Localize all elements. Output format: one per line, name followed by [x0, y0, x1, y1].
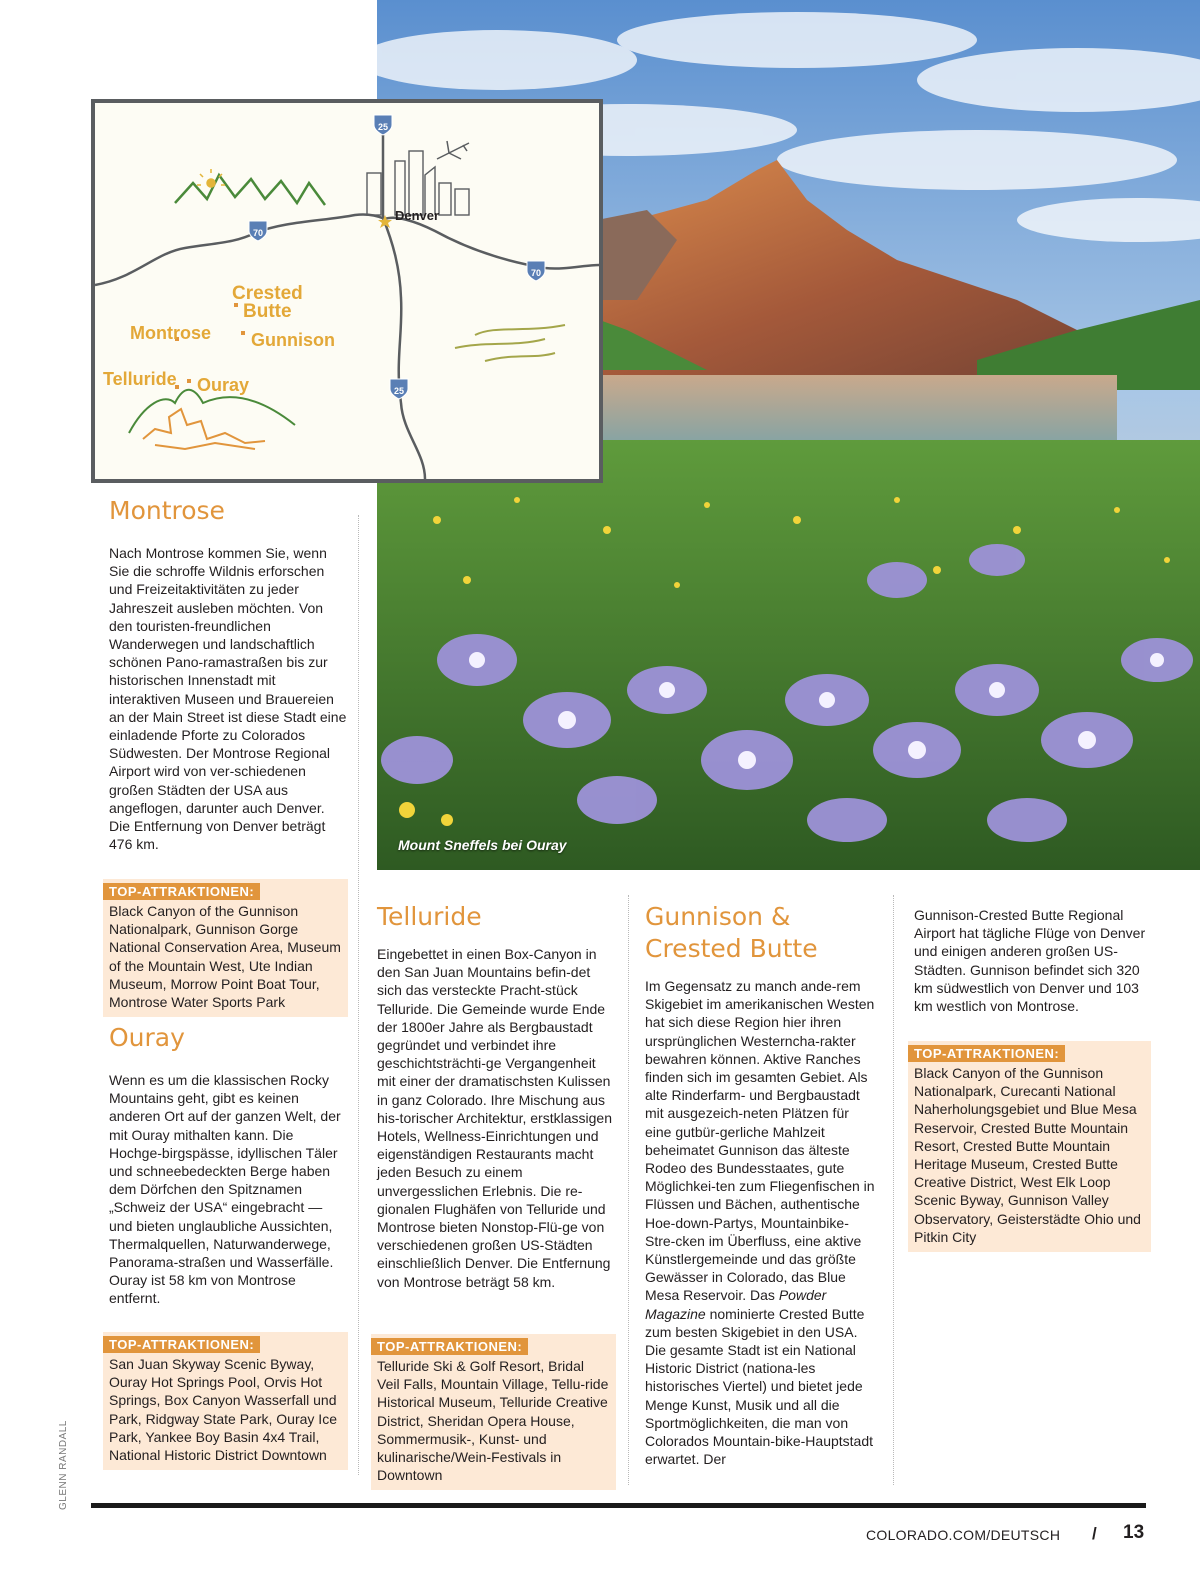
svg-text:25: 25 — [393, 386, 405, 396]
i70-shield-west — [249, 221, 267, 241]
gunnison-body — [645, 977, 877, 1468]
page-number: 13 — [1123, 1522, 1145, 1543]
footer-separator: / — [1092, 1524, 1097, 1543]
airplane-icon — [437, 141, 469, 159]
map-label-montrose: Montrose — [130, 323, 211, 343]
telluride-attractions-box — [371, 1334, 616, 1490]
gunnison-attractions-text: Black Canyon of the Gunnison Nationalpark, Curecanti National Naherholungsgebiet und Blue Mesa Reservoir, Crested Butte Mountain Resort, Crested Butte Mountain Heritage Museum, Crested Butte Creative District, West Elk Loop Scenic Byway, Gunnison Valley Observatory, Geisterstädte Ohio und Pitkin City — [914, 1065, 1141, 1245]
ouray-attractions-box — [103, 1332, 348, 1470]
map-label-gunnison: Gunnison — [251, 330, 335, 350]
map-label-ouray: Ouray — [197, 375, 250, 395]
canyon-icon — [129, 390, 295, 449]
footer-rule — [91, 1503, 1146, 1508]
gunnison-heading-line1: Gunnison & — [645, 902, 791, 931]
i70-shield-east — [527, 261, 545, 281]
plains-icon — [455, 325, 565, 361]
gunnison-body-part2: nominierte Crested Butte zum besten Skigebiet in den USA. Die gesamte Stadt ist ein National Historic District (nationa-les historisches Viertel) und bietet jede Menge Kunst, Musik und all die Sportmöglichkeiten, die man von Colorados Mountain-bike-Hauptstadt erwartet. Der — [645, 1305, 874, 1468]
gunnison-body-continued: Gunnison-Crested Butte Regional Airport hat tägliche Flüge von Denver und einigen anderen großen US-Städten. Gunnison befindet sich 320 km südwestlich von Denver und 103 km westlich von Montrose. — [914, 907, 1146, 1015]
map-label-crested: Crested — [232, 283, 303, 304]
montrose-attractions-label: TOP-ATTRAKTIONEN: — [103, 883, 260, 900]
montrose-attractions-text: Black Canyon of the Gunnison Nationalpark, Gunnison Gorge National Conservation Area, Museum of the Mountain West, Ute Indian Museum, Morrow Point Boat Tour, Montrose Water Sports Park — [109, 903, 341, 1011]
column-divider-3 — [893, 895, 894, 1485]
ouray-attractions-text: San Juan Skyway Scenic Byway, Ouray Hot Springs Pool, Orvis Hot Springs, Box Canyon Wasserfall und Park, Ridgway State Park, Ouray Ice Park, Yankee Boy Basin 4x4 Trail, National Historic District Downtown — [109, 1356, 337, 1464]
map-drawing — [95, 103, 599, 479]
montrose-attractions-box — [103, 879, 348, 1017]
region-map — [91, 99, 603, 483]
gunnison-heading-line2: Crested Butte — [645, 934, 818, 963]
svg-text:25: 25 — [377, 122, 389, 132]
map-label-butte: Butte — [243, 301, 292, 322]
montrose-heading: Montrose — [109, 496, 225, 525]
column-divider-1 — [358, 515, 359, 1475]
svg-text:70: 70 — [530, 268, 542, 278]
ouray-heading: Ouray — [109, 1023, 185, 1052]
ouray-attractions-label: TOP-ATTRAKTIONEN: — [103, 1336, 260, 1353]
ouray-body: Wenn es um die klassischen Rocky Mountains geht, gibt es keinen anderen Ort auf der ganzen Welt, der mit Ouray mithalten kann. Die Hochge-birgspässe, idyllischen Täler und schneebedeckten Berge haben dem Dörfchen den Spitznamen „Schweiz der USA“ eingebracht — und bieten unglaubliche Aussichten, Thermalquellen, Naturwanderwege, Panorama-straßen und Wasserfälle. Ouray ist 58 km von Montrose entfernt. — [109, 1072, 341, 1307]
gunnison-attractions-box — [908, 1041, 1151, 1252]
montrose-body: Nach Montrose kommen Sie, wenn Sie die schroffe Wildnis erforschen und Freizeitaktivitäten zu jeder Jahreszeit ausleben möchten. Von den touristen-freundlichen Wanderwegen und landschaftlich schönen Pano-ramastraßen bis zur historischen Innenstadt mit interaktiven Museen und Brauereien an der Main Street ist diese Stadt eine einladende Pforte zu Colorados Südwesten. Der Montrose Regional Airport wird von ver-schiedenen großen Städten der USA aus angeflogen, darunter auch Denver. Die Entfernung von Denver beträgt 476 km. — [109, 545, 347, 853]
telluride-body: Eingebettet in einen Box-Canyon in den San Juan Mountains befin-det sich das versteckte Pracht-stück Telluride. Die Gemeinde wurde Ende der 1800er Jahre als Bergbaustadt gegründet und verbindet ihre geschichtsträchti-ge Vergangenheit mit einer der dramatischsten Kulissen in ganz Colorado. Ihre Mischung aus his-torischer Architektur, erstklassigen Hotels, Wellness-Einrichtungen und eigenständigen Restaurants macht jeden Besuch zu einem unvergesslichen Erlebnis. Die re-gionalen Flughäfen von Telluride und Montrose bieten Nonstop-Flü-ge von verschiedenen großen US-Städten einschließlich Denver. Die Entfernung von Montrose beträgt 58 km. — [377, 946, 612, 1290]
mountains-icon — [175, 175, 325, 205]
highway-i70-line — [95, 214, 599, 285]
photo-credit: GLENN RANDALL — [58, 1420, 69, 1510]
map-label-denver: Denver — [395, 208, 440, 223]
highway-i25-line — [383, 123, 425, 479]
footer-website-link[interactable]: COLORADO.COM/DEUTSCH — [866, 1527, 1061, 1543]
gunnison-body-part1: Im Gegensatz zu manch ande-rem Skigebiet im amerikanischen Westen hat sich diese Region hier ihren ursprünglichen Westerncha-rakter bewahren können. Aktive Ranches finden sich im gesamten Gebiet. Als alte Rinderfarm- und Bergbaustadt mit ausgezeich-neten Plätzen für eine gutbür-gerliche Mahlzeit beheimatet Gunnison das älteste Rodeo des Bundesstaates, gute Möglichkei-ten zum Fliegenfischen in Flüssen und Bächen, authentische Hoe-down-Partys, Mountainbike-Stre-cken im Überfluss, eine aktive Künstlergemeinde und das größte Gewässer in Colorado, das Blue Mesa Reservoir. Das — [645, 978, 875, 1304]
photo-caption: Mount Sneffels bei Ouray — [398, 837, 567, 853]
gunnison-dot — [241, 331, 245, 335]
telluride-attractions-label: TOP-ATTRAKTIONEN: — [371, 1338, 528, 1355]
telluride-heading: Telluride — [377, 902, 482, 931]
i25-shield-bottom — [390, 379, 408, 399]
map-label-telluride: Telluride — [103, 369, 177, 389]
gunnison-body-italic: Powder Magazine — [645, 1287, 827, 1322]
ouray-dot — [187, 379, 191, 383]
column-divider-2 — [628, 895, 629, 1485]
gunnison-attractions-label: TOP-ATTRAKTIONEN: — [908, 1045, 1065, 1062]
i25-shield-top — [374, 115, 392, 135]
svg-text:70: 70 — [252, 228, 264, 238]
telluride-attractions-text: Telluride Ski & Golf Resort, Bridal Veil Falls, Mountain Village, Tellu-ride Historical Museum, Telluride Creative District, Sheridan Opera House, Sommermusik-, Kunst- und kulinarische/Wein-Festivals in Downtown — [377, 1358, 609, 1484]
